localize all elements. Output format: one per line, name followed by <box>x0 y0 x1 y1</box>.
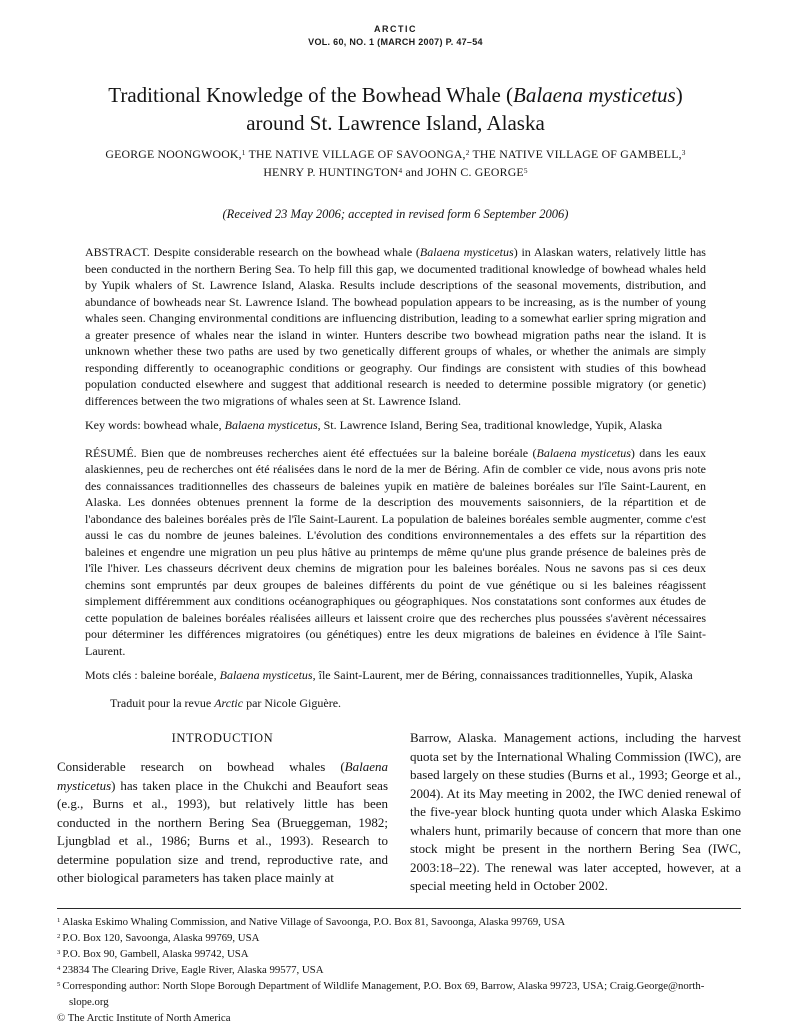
keywords-line: Key words: bowhead whale, Balaena mysticetus, St. Lawrence Island, Bering Sea, traditional knowledge, Yupik, Alaska <box>85 418 663 432</box>
copyright-line: © The Arctic Institute of North America <box>57 1011 231 1024</box>
left-column <box>57 729 388 896</box>
journal-name: ARCTIC <box>374 24 417 34</box>
mots-cles-line: Mots clés : baleine boréale, Balaena mysticetus, île Saint-Laurent, mer de Béring, connaissances traditionnelles, Yupik, Alaska <box>85 668 693 682</box>
abstract-paragraph: ABSTRACT. Despite considerable research on the bowhead whale (Balaena mysticetus) in Alaskan waters, relatively little has been conducted in the northern Bering Sea. To help fill this gap, we documented traditional knowledge of bowhead whales held by Yupik whalers of St. Lawrence Island, Alaska. Results include descriptions of the seasonal movements, distribution, and abundance of bowheads near St. Lawrence Island. The bowhead population appears to be increasing, as is the number of young whales seen. Changing environmental conditions are influencing distribution, leading to a somewhat earlier spring migration and a greater presence of whales near the island in winter. Hunters describe two bowhead migration paths near the island. It is unknown whether these two paths are used by two genetically different groups of whales, or whether the animals are simply responding differently to oceanographic conditions or geography. Our findings are consistent with studies of this bowhead population conducted elsewhere and suggest that additional research is needed to determine possible migratory (or genetic) differences between the two migrations of whales seen at St. Lawrence Island. <box>85 245 706 408</box>
article-title-line1: Traditional Knowledge of the Bowhead Whale (Balaena mysticetus) <box>108 83 683 107</box>
masthead <box>0 24 791 47</box>
author-list <box>40 145 751 181</box>
resume-paragraph: RÉSUMÉ. Bien que de nombreuses recherches aient été effectuées sur la baleine boréale (Balaena mysticetus) dans les eaux alaskiennes, peu de recherches ont été réalisées dans le nord de la mer de Béring. Afin de combler ce vide, nous avons pris note des connaissances traditionnelles des chasseurs de baleines yupik en matière de baleines boréales sur l'île Saint-Laurent, en Alaska. Les données obtenues prennent la forme de la description des mouvements saisonniers, de la répartition et de l'abondance des baleines boréales près de l'île Saint-Laurent. La population de baleines boréales semble augmenter, comme c'est aussi le cas du nombre de jeunes baleines. L'évolution des conditions environnementales a des effets sur la répartition des baleines et engendre une migration un peu plus hâtive au printemps de même qu'une plus grande présence de baleines près de l'île l'hiver. Les chasseurs décrivent deux chemins de migration pour les baleines boréales. Nous ne savons pas si ces deux chemins sont empruntés par deux groupes de baleines différents du point de vue génétique ou si les baleines réagissent simplement différemment aux conditions océanographiques ou géographiques. Nos constatations sont conformes aux études de cette population de baleines boréales réalisées ailleurs et laissent croire que des recherches plus poussées s'avèrent nécessaires pour déterminer les différences migratoires (ou génétiques) entre les deux migrations de baleines en évidence à l'île Saint-Laurent. <box>85 445 706 658</box>
front-matter <box>85 244 706 711</box>
footnotes-block <box>57 908 741 1024</box>
received-dates: (Received 23 May 2006; accepted in revised form 6 September 2006) <box>222 207 569 221</box>
footnote-3 <box>57 946 741 962</box>
footnote-5-text: Corresponding author: North Slope Borough Department of Wildlife Management, P.O. Box 69, Barrow, Alaska 99723, USA; Craig.George@north-slope.org <box>62 979 705 1008</box>
translation-credit-line: Traduit pour la revue Arctic par Nicole Giguère. <box>110 695 342 710</box>
introduction-right-paragraph: Barrow, Alaska. Management actions, including the harvest quota set by the International Whaling Commission (IWC), are based largely on these studies (Burns et al., 1993; George et al., 2004). At its May meeting in 2002, the IWC denied renewal of the five-year block hunting quota under which Alaska Eskimo whalers hunt, primarily because of concern that more than one stock might be present in the northern Bering Sea (IWC, 2003:18–22). The renewal was later accepted, however, at a special meeting held in October 2002. <box>410 730 741 893</box>
author-line2: HENRY P. HUNTINGTON$^4$ and JOHN C. GEORGE$^5$ <box>263 165 528 179</box>
introduction-heading: INTRODUCTION <box>171 731 274 745</box>
footnote-2-marker: 2 <box>57 932 61 940</box>
footnote-5-marker: 5 <box>57 980 61 988</box>
footnote-3-marker: 3 <box>57 948 61 956</box>
footnote-1 <box>57 914 741 930</box>
footnote-4 <box>57 962 741 978</box>
right-column <box>410 729 741 896</box>
article-title <box>45 81 746 137</box>
footnote-1-text: Alaska Eskimo Whaling Commission, and Native Village of Savoonga, P.O. Box 81, Savoonga, Alaska 99769, USA <box>62 915 566 928</box>
footnote-5 <box>57 978 741 1010</box>
journal-issue-line: VOL. 60, NO. 1 (MARCH 2007) P. 47–54 <box>308 37 483 47</box>
footnote-2-text: P.O. Box 120, Savoonga, Alaska 99769, USA <box>62 931 260 944</box>
footnote-4-text: 23834 The Clearing Drive, Eagle River, Alaska 99577, USA <box>62 963 324 976</box>
author-line1: GEORGE NOONGWOOK,$^1$ THE NATIVE VILLAGE OF SAVOONGA,$^2$ THE NATIVE VILLAGE OF GAMBELL,$^3$ <box>105 147 686 161</box>
footnote-2 <box>57 930 741 946</box>
footnote-1-marker: 1 <box>57 916 61 924</box>
footnote-4-marker: 4 <box>57 964 61 972</box>
footnote-3-text: P.O. Box 90, Gambell, Alaska 99742, USA <box>62 947 249 960</box>
introduction-columns <box>57 729 741 896</box>
introduction-left-paragraph: Considerable research on bowhead whales (Balaena mysticetus) has taken place in the Chukchi and Beaufort seas (e.g., Burns et al., 1993), but relatively little has been conducted in the northern Bering Sea (Brueggeman, 1982; Ljungblad et al., 1986; Burns et al., 1993). Research to determine population size and trend, reproductive rate, and other biological parameters has taken place mainly at <box>57 759 388 885</box>
article-title-line2: around St. Lawrence Island, Alaska <box>246 111 545 135</box>
